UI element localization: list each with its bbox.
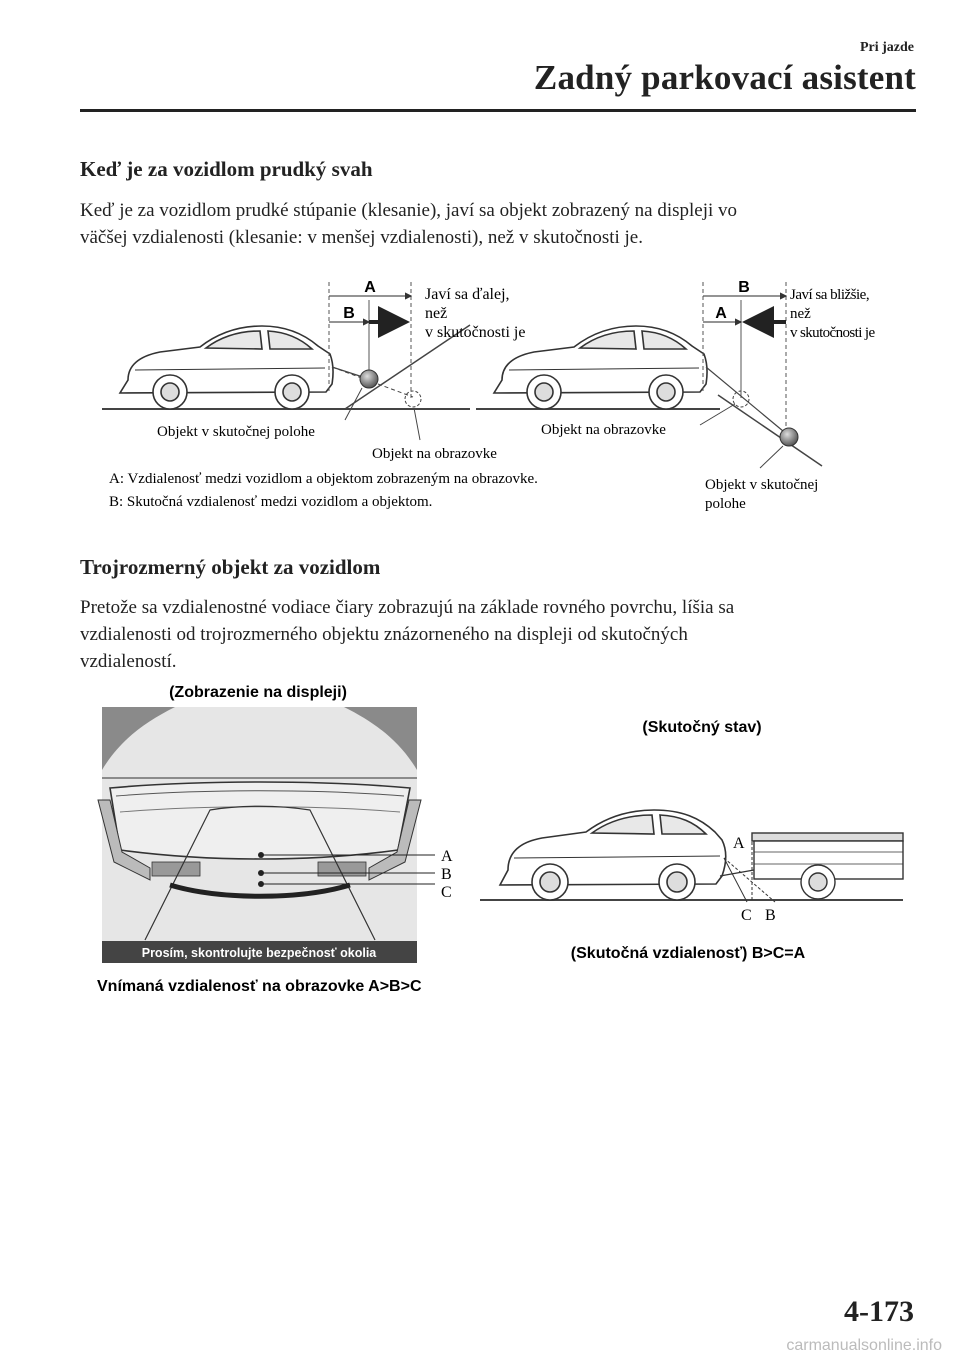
note-farther-3: v skutočnosti je — [425, 324, 526, 341]
paragraph-slope-line2: väčšej vzdialenosti (klesanie: v menšej vzdialenosti), než v skutočnosti je. — [80, 227, 643, 248]
note-closer-1: Javí sa bližšie, — [790, 287, 870, 303]
display-mark-C: C — [441, 884, 452, 901]
note-closer-3: v skutočnosti je — [790, 325, 875, 341]
real-mark-A: A — [733, 835, 745, 852]
paragraph-slope-line1: Keď je za vozidlom prudké stúpanie (klesanie), javí sa objekt zobrazený na displeji vo — [80, 200, 738, 221]
label-actual-position-left: Objekt v skutočnej polohe — [157, 424, 315, 440]
car-illustration-bottom — [500, 810, 726, 900]
label-A-right: A — [715, 305, 727, 322]
section-name: Pri jazde — [859, 40, 914, 55]
legend-B: B: Skutočná vzdialenosť medzi vozidlom a objektom. — [109, 494, 433, 510]
display-mark-A: A — [441, 848, 453, 865]
paragraph-3d-line2: vzdialenosti od trojrozmerného objektu znázorneného na displeji od skutočných — [80, 624, 688, 645]
label-actual-position-right-2: polohe — [705, 496, 746, 512]
note-closer-2: než — [790, 306, 811, 322]
label-onscreen-left: Objekt na obrazovke — [372, 446, 497, 462]
slope-up-diagram — [102, 279, 525, 462]
onscreen-object-ghost — [405, 391, 421, 407]
note-farther-1: Javí sa ďalej, — [425, 286, 510, 303]
label-onscreen-right: Objekt na obrazovke — [541, 422, 666, 438]
page-number: 4-173 — [844, 1295, 914, 1328]
real-situation-diagram — [480, 719, 903, 962]
note-farther-2: než — [425, 305, 448, 322]
label-B-right: B — [738, 279, 750, 296]
trailer-illustration — [720, 833, 903, 899]
real-mark-C: C — [741, 907, 752, 924]
display-mark-B: B — [441, 866, 452, 883]
page-title: Zadný parkovací asistent — [533, 58, 916, 97]
paragraph-3d-line1: Pretože sa vzdialenostné vodiace čiary zobrazujú na základe rovného povrchu, líšia sa — [80, 597, 735, 618]
heading-3d-object: Trojrozmerný objekt za vozidlom — [80, 555, 381, 579]
paragraph-3d-line3: vzdialeností. — [80, 651, 177, 672]
perceived-distance-caption: Vnímaná vzdialenosť na obrazovke A>B>C — [97, 978, 422, 995]
heading-steep-slope: Keď je za vozidlom prudký svah — [80, 157, 373, 181]
actual-object-ball — [360, 370, 378, 388]
label-actual-position-right-1: Objekt v skutočnej — [705, 477, 819, 493]
safety-banner-text: Prosím, skontrolujte bezpečnosť okolia — [141, 946, 377, 960]
watermark: carmanualsonline.info — [786, 1337, 942, 1354]
display-title: (Zobrazenie na displeji) — [169, 684, 347, 701]
real-distance-caption: (Skutočná vzdialenosť) B>C=A — [570, 945, 806, 962]
label-B-left: B — [343, 305, 355, 322]
real-title: (Skutočný stav) — [642, 719, 762, 736]
legend-A: A: Vzdialenosť medzi vozidlom a objektom zobrazeným na obrazovke. — [109, 471, 538, 487]
car-illustration-right — [494, 326, 707, 409]
car-illustration-left — [120, 326, 333, 409]
real-mark-B: B — [765, 907, 776, 924]
actual-object-ball-right — [780, 428, 798, 446]
label-A-left: A — [364, 279, 376, 296]
camera-display-diagram — [97, 684, 453, 995]
